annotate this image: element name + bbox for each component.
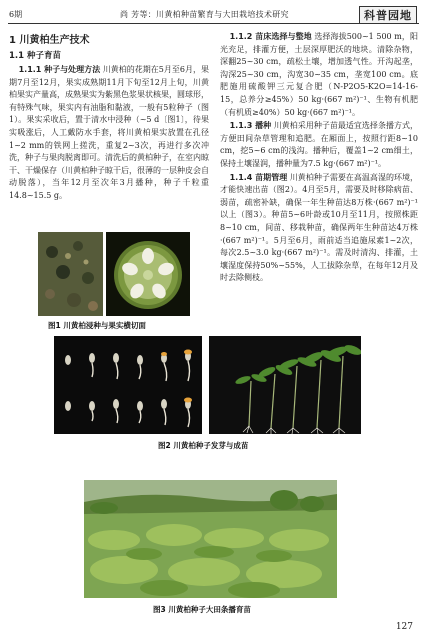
paragraph-lead: 1.1.2 苗床选择与整地 — [229, 32, 312, 41]
figure-2-seedlings — [209, 336, 361, 434]
running-title: 尚 芳等：川黄柏种苗繁育与大田栽培技术研究 — [120, 10, 289, 19]
paragraph-1-1-1 — [9, 64, 209, 203]
paragraph-text: 川黄柏采用种子苗最适宜选择条播方式，方便田间杂草管理和追肥。在厢面上，按照行距8~10 cm，挖5~6 cm的浅沟。播种后，覆盖1~2 cm细土，保持土壤湿润，播种量为7.5 kg·(667 m²)⁻¹。 — [220, 121, 419, 168]
section-title: 1 川黄柏生产技术 — [9, 35, 90, 46]
paragraph-1-1-3 — [220, 120, 418, 170]
figure-1-fruit-cross-section — [106, 232, 190, 316]
right-column — [220, 31, 418, 285]
paragraph-1-1-2 — [220, 31, 418, 119]
paragraph-text: 选择海拔500~1 500 m，阳光充足，排灌方便，土层深厚肥沃的地块。清除杂物，深翻25~30 cm，疏松土壤，增加透气性。开沟起垄，沟深25~30 cm，沟宽30~35 cm，垄宽100 cm。底肥施用硫酸钾三元复合肥（N-P2O5-K2O=14-16-15，总养分≥45%）50 kg·(667 m²)⁻¹、生物有机肥（有机质≥40%）50 kg·(667 m²)⁻¹。 — [220, 32, 418, 117]
paragraph-text: 川黄柏的花期在5月至6月，果期7月至12月，果实成熟期11月下旬至12月上旬，川黄柏果实产量高，成熟果实为紫黑色浆果状核果，圆球形，有特殊气味，果实内有油脂和黏液，一般有5粒种子（图1）。果实采收后，置于清水中浸种（~5 d〔图1〕，待果实吸涨后，人工戴防水手套，将川黄柏果实放置在孔径1~2 mm的铁网上搓洗，重复2~3次，再进行多次冲洗，种子与果肉脱离即可。清洗后的黄柏种子，在室内晾干、干燥保存（川黄柏种子晾干后，很薄的一层种皮会自动脱落），当年12月至次年3月播种，种子千粒重14.8~15.5 g。 — [9, 65, 210, 200]
page-number: 127 — [395, 622, 413, 632]
journal-section-badge: 科普园地 — [359, 6, 417, 24]
paragraph-lead: 1.1.3 播种 — [229, 121, 272, 131]
figure-2-germinating-seeds — [54, 336, 202, 434]
subsection-title: 1.1 种子育苗 — [9, 51, 62, 61]
figure-1-caption: 图1 川黄柏浸种与果实横切面 — [48, 321, 146, 330]
left-column — [9, 31, 209, 203]
paragraph-text: 川黄柏种子需要在高温高湿的环境，才能快速出苗（图2）。4月至5月，需要及时移除病苗、弱苗，疏密补缺，确保一年生种苗达8万株·(667 m²)⁻¹以上（图3）。种苗5~6叶龄或10月至11月，按照株距8~10 cm，间苗、移栽种苗，确保两年生种苗达4万株·(667 m²)⁻¹。5月至6月，雨前适当追施尿素1~2次，每次2.5~3.0 kg·(667 m²)⁻¹。需及时清沟、排灌，土壤湿度保持50%~55%，人工拔除杂草，在每年12月及时去除侧枝。 — [220, 172, 419, 283]
issue-label: 6期 — [9, 10, 23, 19]
figure-3-field-nursery-photo — [84, 480, 337, 598]
paragraph-lead: 1.1.1 种子与处理方法 — [18, 65, 101, 74]
paragraph-1-1-4 — [220, 172, 418, 285]
header-rule — [8, 23, 419, 24]
figure-3-caption: 图3 川黄柏种子大田条播育苗 — [153, 605, 251, 614]
paragraph-lead: 1.1.4 苗期管理 — [229, 172, 288, 182]
figure-1-soaking-photo — [38, 232, 103, 316]
figure-2-caption: 图2 川黄柏种子发芽与成苗 — [158, 441, 249, 450]
